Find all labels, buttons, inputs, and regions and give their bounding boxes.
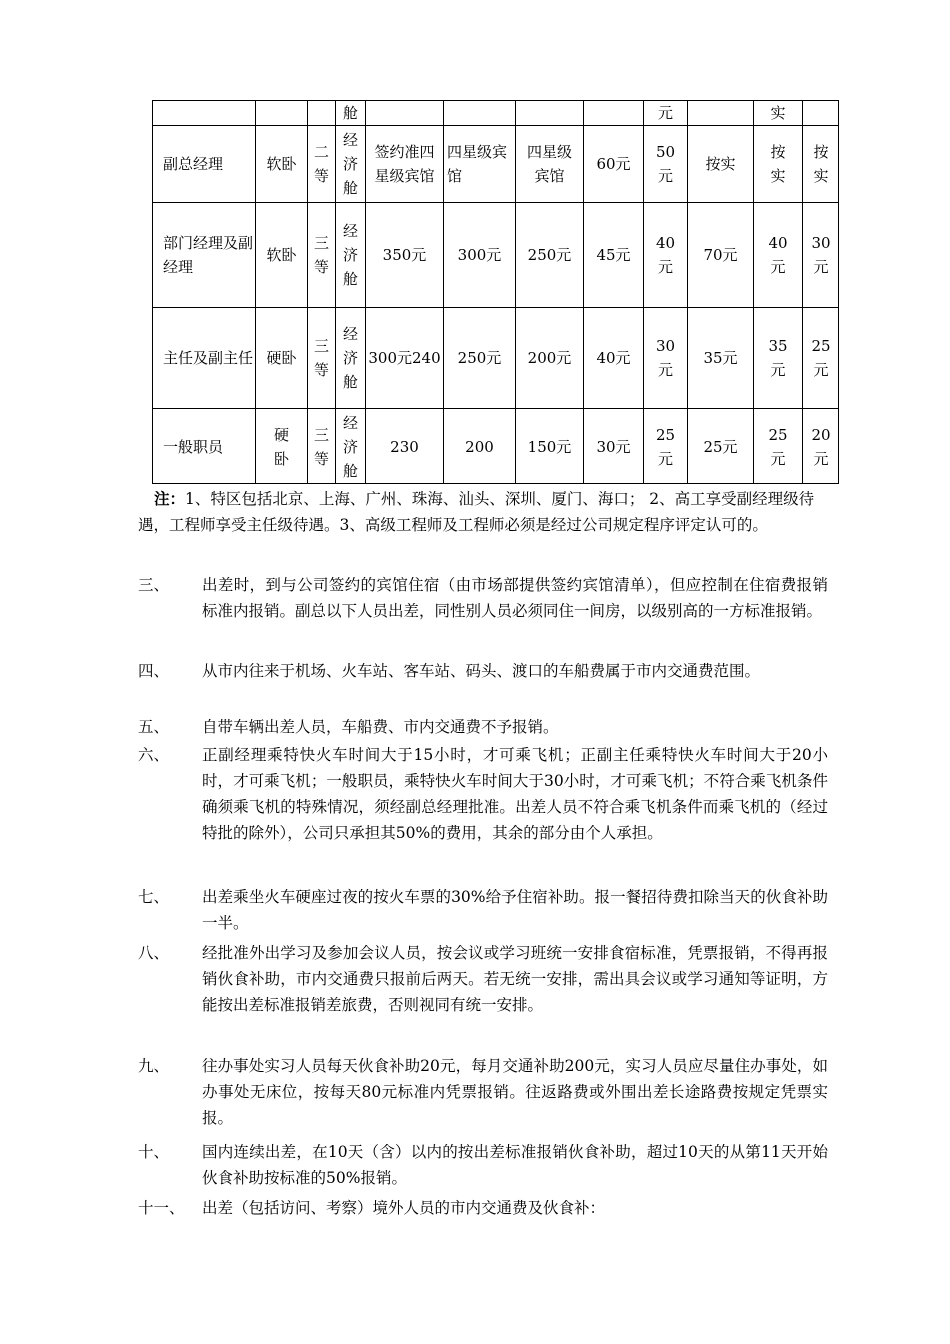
hotel-standard-1: 350元 (365, 202, 443, 307)
train-berth: 软卧 (255, 125, 307, 202)
table-cell: 舱 (335, 100, 365, 125)
table-cell (443, 100, 515, 125)
clause-11 (138, 1195, 828, 1221)
row-title: 部门经理及副经理 (152, 202, 255, 307)
clause-number: 四、 (138, 662, 170, 680)
note-label: 注： (154, 489, 186, 508)
clause-number: 九、 (138, 1057, 170, 1075)
table-cell (583, 100, 643, 125)
hotel-standard-1: 230 (365, 408, 443, 484)
hotel-standard-3: 200元 (515, 307, 583, 408)
hotel-standard-2: 四星级宾馆 (443, 125, 515, 202)
clause-number: 五、 (138, 718, 170, 736)
hotel-standard-2: 200 (443, 408, 515, 484)
train-berth: 软卧 (255, 202, 307, 307)
air-class: 经济舱 (335, 408, 365, 484)
meal-allowance: 45元 (583, 202, 643, 307)
hotel-standard-1: 签约准四星级宾馆 (365, 125, 443, 202)
clause-6 (138, 742, 828, 846)
table-cell: 25元 (687, 408, 753, 484)
hotel-standard-3: 四星级宾馆 (515, 125, 583, 202)
clause-number: 十、 (138, 1143, 170, 1161)
table-cell (515, 100, 583, 125)
table-cell (687, 100, 753, 125)
air-class: 经济舱 (335, 202, 365, 307)
table-cell: 50元 (643, 125, 687, 202)
table-cell: 40元 (643, 202, 687, 307)
meal-allowance: 40元 (583, 307, 643, 408)
hotel-standard-1: 300元240 (365, 307, 443, 408)
table-cell: 25元 (753, 408, 802, 484)
hotel-standard-2: 250元 (443, 307, 515, 408)
clause-text: 自带车辆出差人员，车船费、市内交通费不予报销。 (202, 718, 559, 736)
table-cell: 20元 (802, 408, 839, 484)
ship-class: 三等 (307, 408, 335, 484)
row-title: 主任及副主任 (152, 307, 255, 408)
hotel-standard-3: 150元 (515, 408, 583, 484)
air-class: 经济舱 (335, 125, 365, 202)
ship-class: 三等 (307, 202, 335, 307)
clause-text: 往办事处实习人员每天伙食补助20元，每月交通补助200元，实习人员应尽量住办事处，如办事处无床位，按每天80元标准内凭票报销。往返路费或外围出差长途路费按规定凭票实报。 (202, 1057, 828, 1127)
table-cell: 30元 (802, 202, 839, 307)
table-cell (802, 100, 839, 125)
row-title: 一般职员 (152, 408, 255, 484)
meal-allowance: 30元 (583, 408, 643, 484)
clause-text: 经批准外出学习及参加会议人员，按会议或学习班统一安排食宿标准，凭票报销，不得再报销伙食补助，市内交通费只报前后两天。若无统一安排，需出具会议或学习通知等证明，方能按出差标准报销差旅费，否则视同有统一安排。 (202, 944, 828, 1014)
clause-number: 六、 (138, 746, 170, 764)
clause-text: 国内连续出差，在10天（含）以内的按出差标准报销伙食补助，超过10天的从第11天开始伙食补助按标准的50%报销。 (202, 1143, 828, 1187)
note-text: 1、特区包括北京、上海、广州、珠海、汕头、深圳、厦门、海口； 2、高工享受副经理级待遇，工程师享受主任级待遇。3、高级工程师及工程师必须是经过公司规定程序评定认可的。 (138, 490, 815, 534)
table-cell: 35元 (687, 307, 753, 408)
air-class: 经济舱 (335, 307, 365, 408)
table-cell: 70元 (687, 202, 753, 307)
clause-text: 出差（包括访问、考察）境外人员的市内交通费及伙食补： (202, 1199, 606, 1217)
table-cell: 按实 (802, 125, 839, 202)
meal-allowance: 60元 (583, 125, 643, 202)
table-cell: 35元 (753, 307, 802, 408)
clause-text: 从市内往来于机场、火车站、客车站、码头、渡口的车船费属于市内交通费范围。 (202, 662, 761, 680)
clause-3 (138, 572, 828, 624)
clause-text: 出差乘坐火车硬座过夜的按火车票的30%给予住宿补助。报一餐招待费扣除当天的伙食补助一半。 (202, 888, 828, 932)
table-cell: 按实 (753, 125, 802, 202)
train-berth: 硬卧 (255, 408, 307, 484)
clause-number: 七、 (138, 888, 170, 906)
clause-9 (138, 1053, 828, 1131)
table-cell (307, 100, 335, 125)
travel-allowance-table (152, 100, 839, 484)
clause-8 (138, 940, 828, 1018)
table-cell (365, 100, 443, 125)
table-cell: 元 (643, 100, 687, 125)
clause-text: 出差时，到与公司签约的宾馆住宿（由市场部提供签约宾馆清单），但应控制在住宿费报销标准内报销。副总以下人员出差，同性别人员必须同住一间房，以级别高的一方标准报销。 (202, 576, 828, 620)
clause-number: 十一、 (138, 1199, 185, 1217)
ship-class: 二等 (307, 125, 335, 202)
train-berth: 硬卧 (255, 307, 307, 408)
ship-class: 三等 (307, 307, 335, 408)
table-cell: 实 (753, 100, 802, 125)
row-title: 副总经理 (152, 125, 255, 202)
hotel-standard-3: 250元 (515, 202, 583, 307)
table-cell (255, 100, 307, 125)
clause-number: 三、 (138, 576, 170, 594)
clause-text: 正副经理乘特快火车时间大于15小时，才可乘飞机；正副主任乘特快火车时间大于20小时，才可乘飞机；一般职员，乘特快火车时间大于30小时，才可乘飞机；不符合乘飞机条件确须乘飞机的特殊情况，须经副总经理批准。出差人员不符合乘飞机条件而乘飞机的（经过特批的除外），公司只承担其50%的费用，其余的部分由个人承担。 (202, 746, 828, 842)
table-note (138, 486, 818, 538)
table-cell: 25元 (802, 307, 839, 408)
clause-10 (138, 1139, 828, 1191)
clause-7 (138, 884, 828, 936)
hotel-standard-2: 300元 (443, 202, 515, 307)
table-cell: 25元 (643, 408, 687, 484)
clause-number: 八、 (138, 944, 170, 962)
table-cell: 30元 (643, 307, 687, 408)
clause-5 (138, 714, 828, 740)
table-cell: 40元 (753, 202, 802, 307)
clause-4 (138, 658, 828, 684)
table-cell (152, 100, 255, 125)
table-cell: 按实 (687, 125, 753, 202)
